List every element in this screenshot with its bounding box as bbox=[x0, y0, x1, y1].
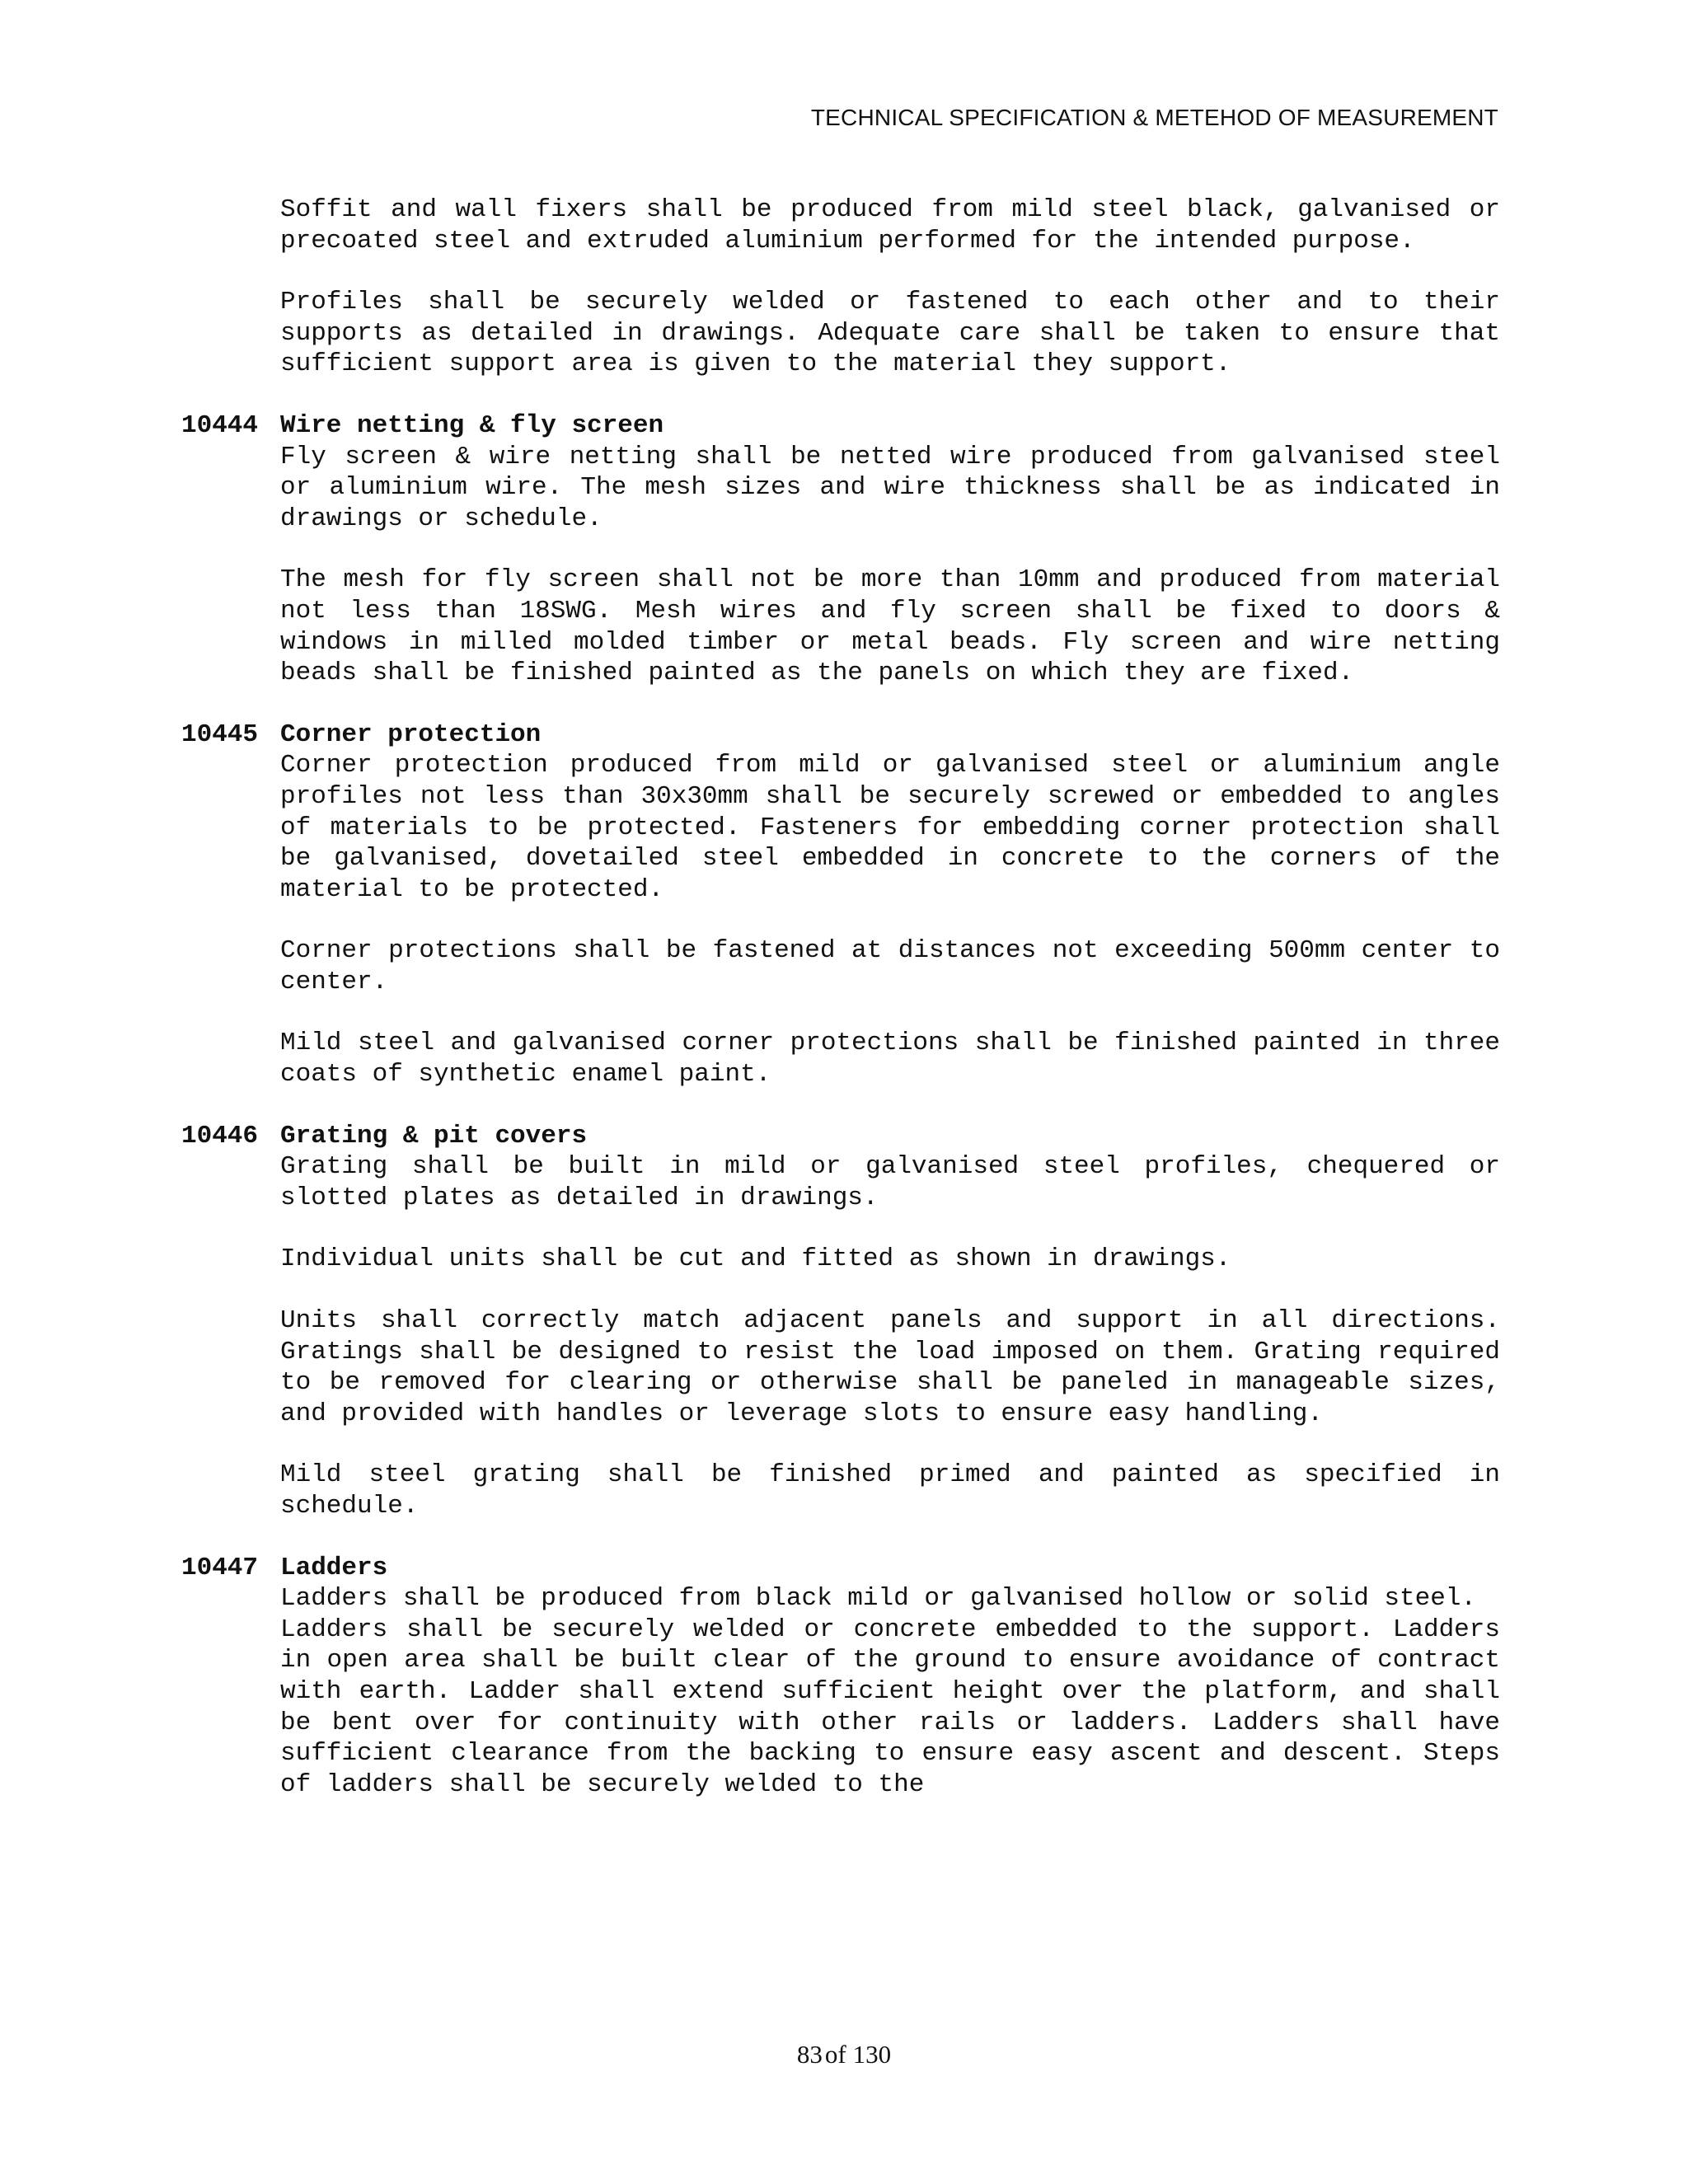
section-number: 10446 bbox=[181, 1121, 259, 1151]
section-number: 10447 bbox=[181, 1553, 259, 1582]
document-body bbox=[181, 194, 1500, 1830]
section-paragraph: Mild steel grating shall be finished primed and painted as specified in schedule. bbox=[280, 1460, 1500, 1521]
section-title: Grating & pit covers bbox=[280, 1121, 588, 1151]
section-paragraph: Individual units shall be cut and fitted as shown in drawings. bbox=[280, 1244, 1231, 1274]
total-pages-number: 130 bbox=[852, 2040, 892, 2069]
section-title: Corner protection bbox=[280, 719, 542, 749]
section-title: Ladders bbox=[280, 1553, 388, 1582]
section-paragraph: Grating shall be built in mild or galvanised steel profiles, chequered or slotted plates as detailed in drawings. bbox=[280, 1152, 1500, 1212]
current-page-number: 83 bbox=[796, 2040, 823, 2069]
section-10444 bbox=[181, 410, 1500, 689]
section-10447 bbox=[181, 1553, 1500, 1801]
page-footer bbox=[0, 2040, 1688, 2069]
section-paragraph: Ladders shall be produced from black mild or galvanised hollow or solid steel. bbox=[280, 1584, 1477, 1614]
section-title: Wire netting & fly screen bbox=[280, 410, 664, 440]
section-paragraph: Fly screen & wire netting shall be netted wire produced from galvanised steel or aluminium wire. The mesh sizes and wire thickness shall be as indicated in drawings or schedule. bbox=[280, 442, 1500, 533]
intro-paragraph-1: Soffit and wall fixers shall be produced from mild steel black, galvanised or precoated steel and extruded aluminium performed for the intended purpose. bbox=[280, 195, 1500, 255]
section-heading bbox=[181, 1553, 1500, 1584]
section-heading bbox=[181, 410, 1500, 442]
section-10445 bbox=[181, 719, 1500, 1090]
section-paragraph: The mesh for fly screen shall not be more than 10mm and produced from material not less than 18SWG. Mesh wires and fly screen shall be fixed to doors & windows in milled molded timber or metal beads. Fly screen and wire netting beads shall be finished painted as the panels on which they are fixed. bbox=[280, 565, 1500, 688]
section-paragraph: Mild steel and galvanised corner protections shall be finished painted in three coats of synthetic enamel paint. bbox=[280, 1029, 1500, 1090]
section-10446 bbox=[181, 1121, 1500, 1522]
section-number: 10444 bbox=[181, 410, 259, 440]
section-heading bbox=[181, 1121, 1500, 1152]
page-of-label: of bbox=[824, 2040, 846, 2069]
section-number: 10445 bbox=[181, 719, 259, 749]
section-paragraph: Corner protections shall be fastened at distances not exceeding 500mm center to center. bbox=[280, 936, 1500, 996]
page-header: TECHNICAL SPECIFICATION & METEHOD OF MEASUREMENT bbox=[810, 105, 1498, 130]
section-paragraph: Ladders shall be securely welded or concrete embedded to the support. Ladders in open area shall be built clear of the ground to ensure avoidance of contract with earth. Ladder shall extend sufficient height over the platform, and shall be bent over for continuity with other rails or ladders. Ladders shall have sufficient clearance from the backing to ensure easy ascent and descent. Steps of ladders shall be securely welded to the bbox=[280, 1615, 1500, 1799]
section-paragraph: Units shall correctly match adjacent panels and support in all directions. Gratings shall be designed to resist the load imposed on them. Grating required to be removed for clearing or otherwise shall be paneled in manageable sizes, and provided with handles or leverage slots to ensure easy handling. bbox=[280, 1306, 1500, 1428]
section-heading bbox=[181, 719, 1500, 751]
section-paragraph: Corner protection produced from mild or galvanised steel or aluminium angle profiles not less than 30x30mm shall be securely screwed or embedded to angles of materials to be protected. Fasteners for embedding corner protection shall be galvanised, dovetailed steel embedded in concrete to the corners of the material to be protected. bbox=[280, 751, 1500, 904]
intro-paragraph-2: Profiles shall be securely welded or fastened to each other and to their supports as detailed in drawings. Adequate care shall be taken to ensure that sufficient support area is given to the material they support. bbox=[280, 288, 1500, 379]
